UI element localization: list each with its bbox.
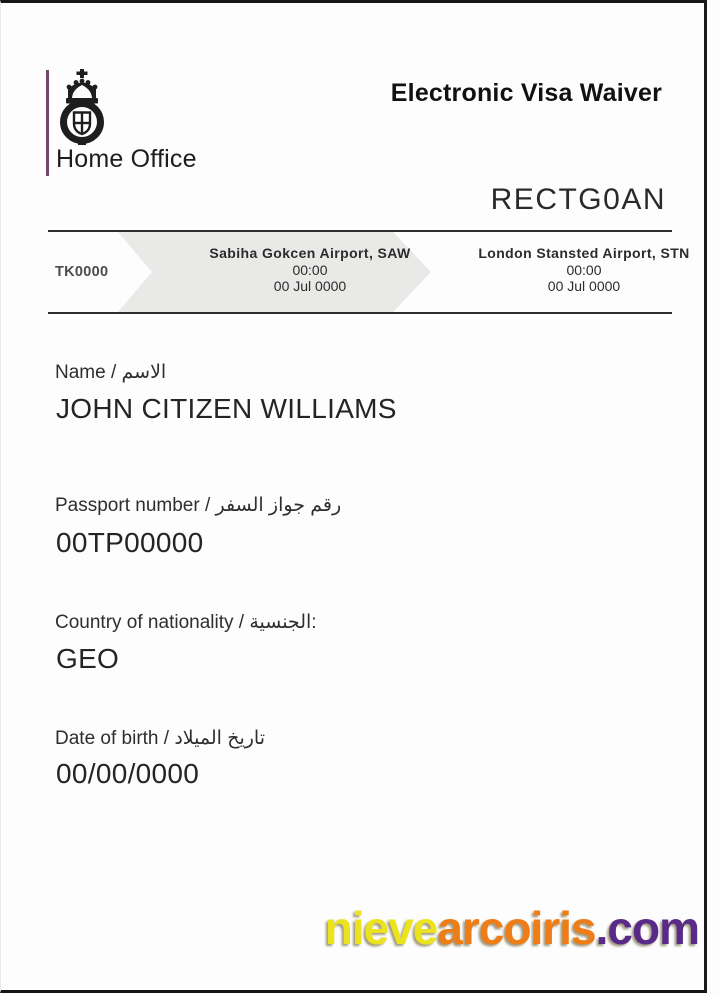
department-name: Home Office (56, 145, 197, 173)
passport-number-field-label: Passport number / رقم جواز السفر (55, 495, 342, 516)
nationality-field-label: Country of nationality / الجنسية: (55, 612, 317, 633)
watermark-part-1: nieve (324, 902, 438, 954)
brand-accent-bar (46, 70, 49, 176)
arrival-date: 00 Jul 0000 (547, 278, 621, 294)
flight-number: TK0000 (55, 264, 109, 280)
departure-time: 00:00 (292, 261, 328, 278)
date-of-birth-field-value: 00/00/0000 (56, 758, 200, 789)
arrival-time: 00:00 (566, 261, 602, 278)
name-field-value: JOHN CITIZEN WILLIAMS (56, 393, 397, 424)
watermark-part-3: .com (595, 902, 699, 954)
nationality-field-value: GEO (56, 643, 120, 674)
arrival-airport: London Stansted Airport, STN (478, 245, 690, 261)
name-field-label: Name / الاسم (55, 362, 167, 383)
departure-date: 00 Jul 0000 (273, 278, 347, 294)
passport-number-field-value: 00TP00000 (56, 527, 204, 558)
departure-airport: Sabiha Gokcen Airport, SAW (209, 245, 411, 261)
arrival-info (456, 245, 712, 295)
site-watermark (325, 901, 699, 955)
date-of-birth-field-label: Date of birth / تاريخ الميلاد (55, 728, 266, 749)
reference-number: RECTG0AN (490, 183, 666, 216)
departure-info (200, 245, 420, 295)
home-office-crest-icon (57, 69, 107, 152)
flight-itinerary-band (48, 230, 690, 314)
page-title: Electronic Visa Waiver (390, 79, 662, 107)
watermark-part-2: arcoiris (437, 902, 596, 954)
